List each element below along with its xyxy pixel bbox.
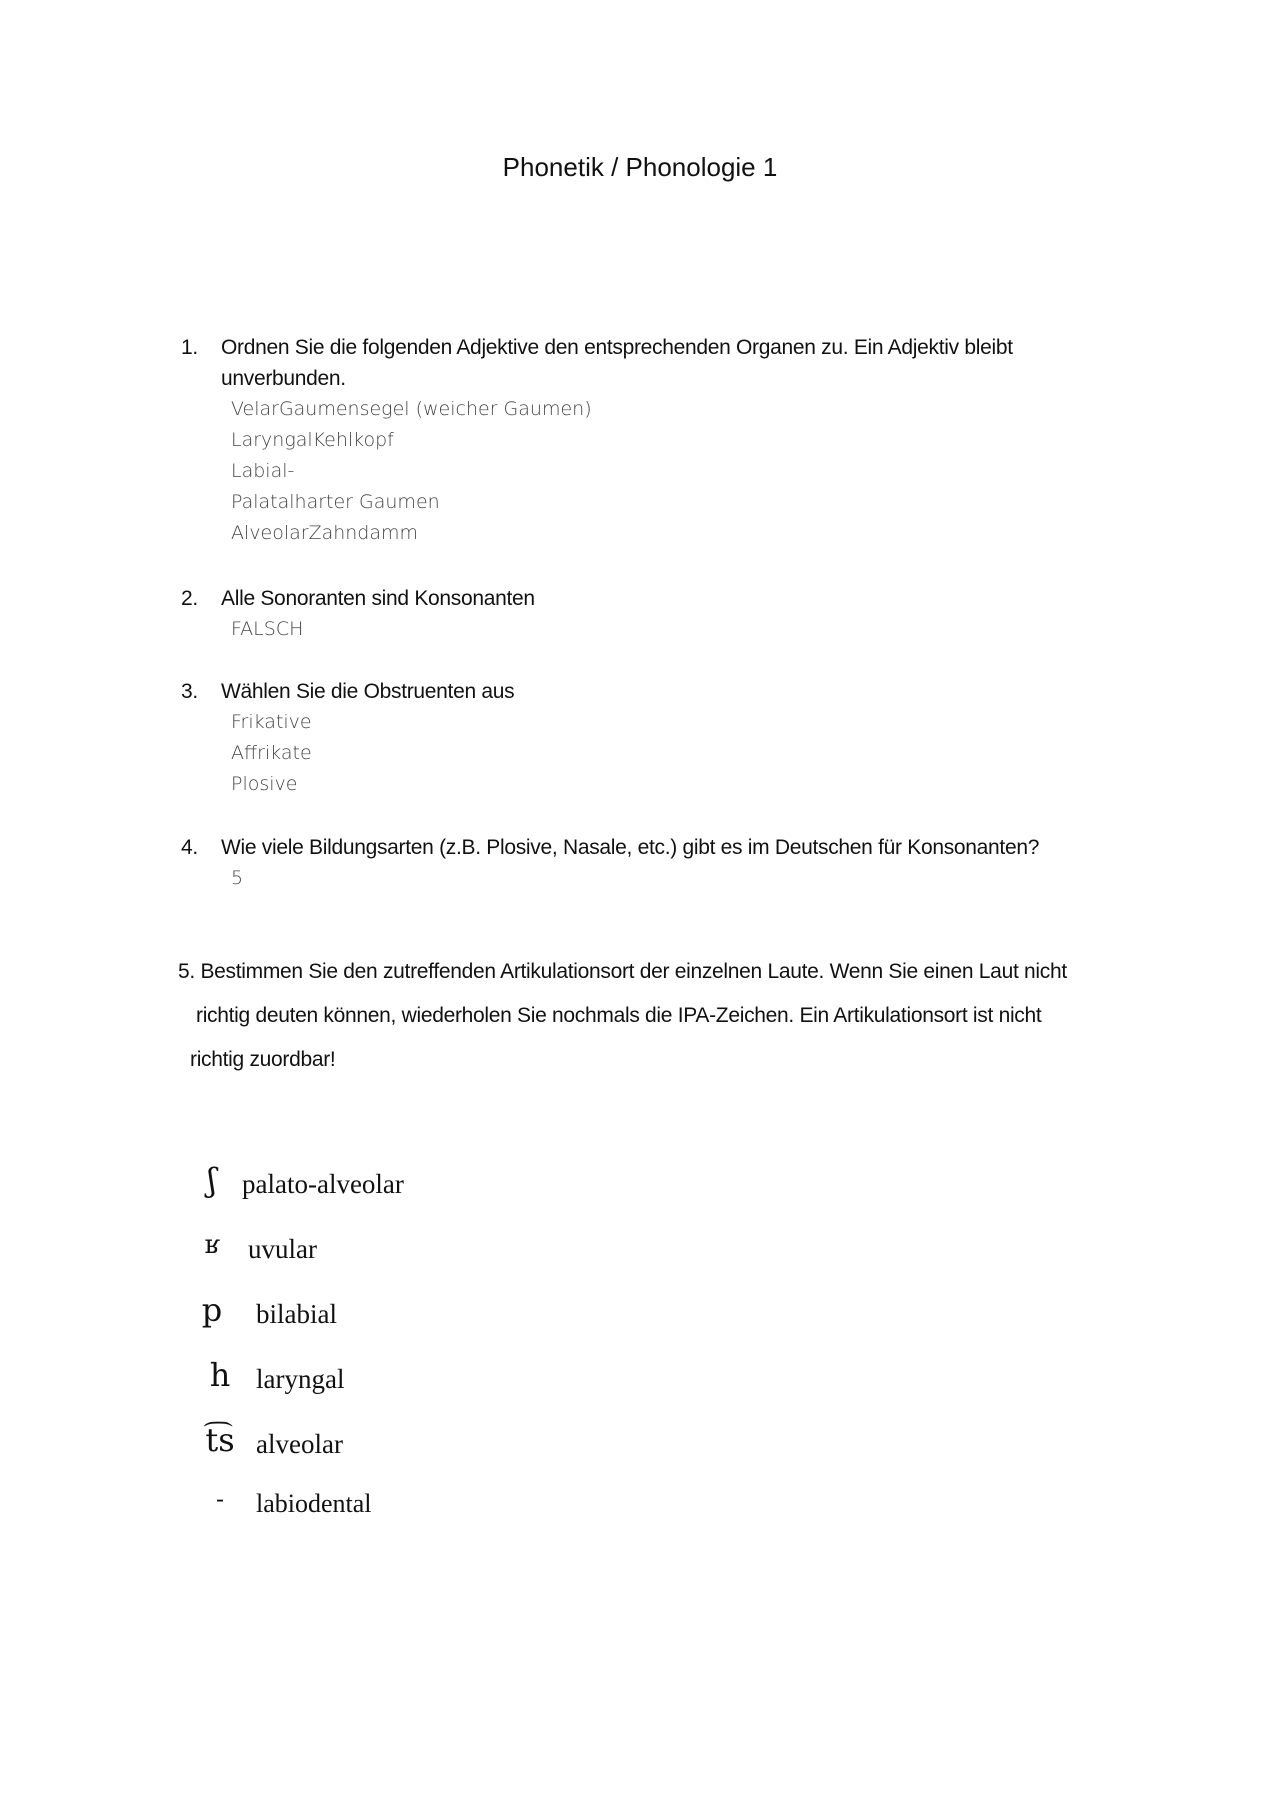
answer-item: FALSCH [231, 618, 304, 640]
answer-item: VelarGaumensegel (weicher Gaumen) [231, 398, 592, 420]
question-number: 4. [181, 836, 198, 859]
articulation-place: uvular [248, 1234, 317, 1264]
answer-item: Frikative [231, 711, 312, 733]
page-title: Phonetik / Phonologie 1 [502, 152, 778, 182]
answer-list-1 [231, 394, 592, 549]
question-text: Wie viele Bildungsarten (z.B. Plosive, Nasale, etc.) gibt es im Deutschen für Konsonanten? [221, 836, 1040, 859]
question-5-line: richtig deuten können, wiederholen Sie nochmals die IPA-Zeichen. Ein Artikulationsort ist nicht [196, 1004, 1042, 1027]
answer-item: Affrikate [231, 742, 312, 764]
question-text: Ordnen Sie die folgenden Adjektive den entsprechenden Organen zu. Ein Adjektiv bleibt unverbunden. [221, 336, 1013, 390]
ipa-item [190, 1285, 590, 1350]
question-5-line: richtig zuordbar! [190, 1048, 336, 1071]
ipa-symbol: ʃ [207, 1161, 217, 1199]
question-5-line: 5. Bestimmen Sie den zutreffenden Artikulationsort der einzelnen Laute. Wenn Sie einen Laut nicht [178, 960, 1067, 983]
ipa-symbol: p [201, 1291, 223, 1329]
ipa-item [190, 1220, 590, 1285]
ipa-symbol: ʁ [204, 1230, 220, 1260]
articulation-place: laryngal [256, 1364, 345, 1394]
ipa-symbol: t͡s [205, 1421, 235, 1459]
answer-list-3 [231, 707, 312, 800]
question-text: Alle Sonoranten sind Konsonanten [221, 587, 535, 610]
answer-item: Plosive [231, 773, 298, 795]
ipa-item [190, 1415, 590, 1480]
answer-item: Labial- [231, 460, 295, 482]
articulation-place: alveolar [256, 1429, 343, 1459]
answer-item: LaryngalKehlkopf [231, 429, 394, 451]
question-number: 1. [181, 336, 198, 359]
question-3 [181, 676, 1121, 707]
ipa-item [190, 1350, 590, 1415]
question-4 [181, 832, 1121, 863]
articulation-place: palato-alveolar [242, 1169, 404, 1199]
answer-item: Palatalharter Gaumen [231, 491, 440, 513]
answer-list-4 [231, 863, 243, 894]
articulation-place: labiodental [256, 1489, 372, 1518]
question-2 [181, 583, 1121, 614]
question-1 [181, 332, 1121, 394]
answer-item: 5 [231, 867, 244, 889]
articulation-place: bilabial [256, 1299, 337, 1329]
question-number: 3. [181, 680, 198, 703]
question-5 [178, 950, 1138, 1082]
answer-list-2 [231, 614, 303, 645]
answer-item: AlveolarZahndamm [231, 522, 419, 544]
ipa-item [190, 1155, 590, 1220]
question-text: Wählen Sie die Obstruenten aus [221, 680, 515, 703]
ipa-symbol: h [209, 1356, 231, 1394]
ipa-symbol: - [215, 1485, 225, 1513]
ipa-item [190, 1475, 590, 1540]
question-number: 2. [181, 587, 198, 610]
